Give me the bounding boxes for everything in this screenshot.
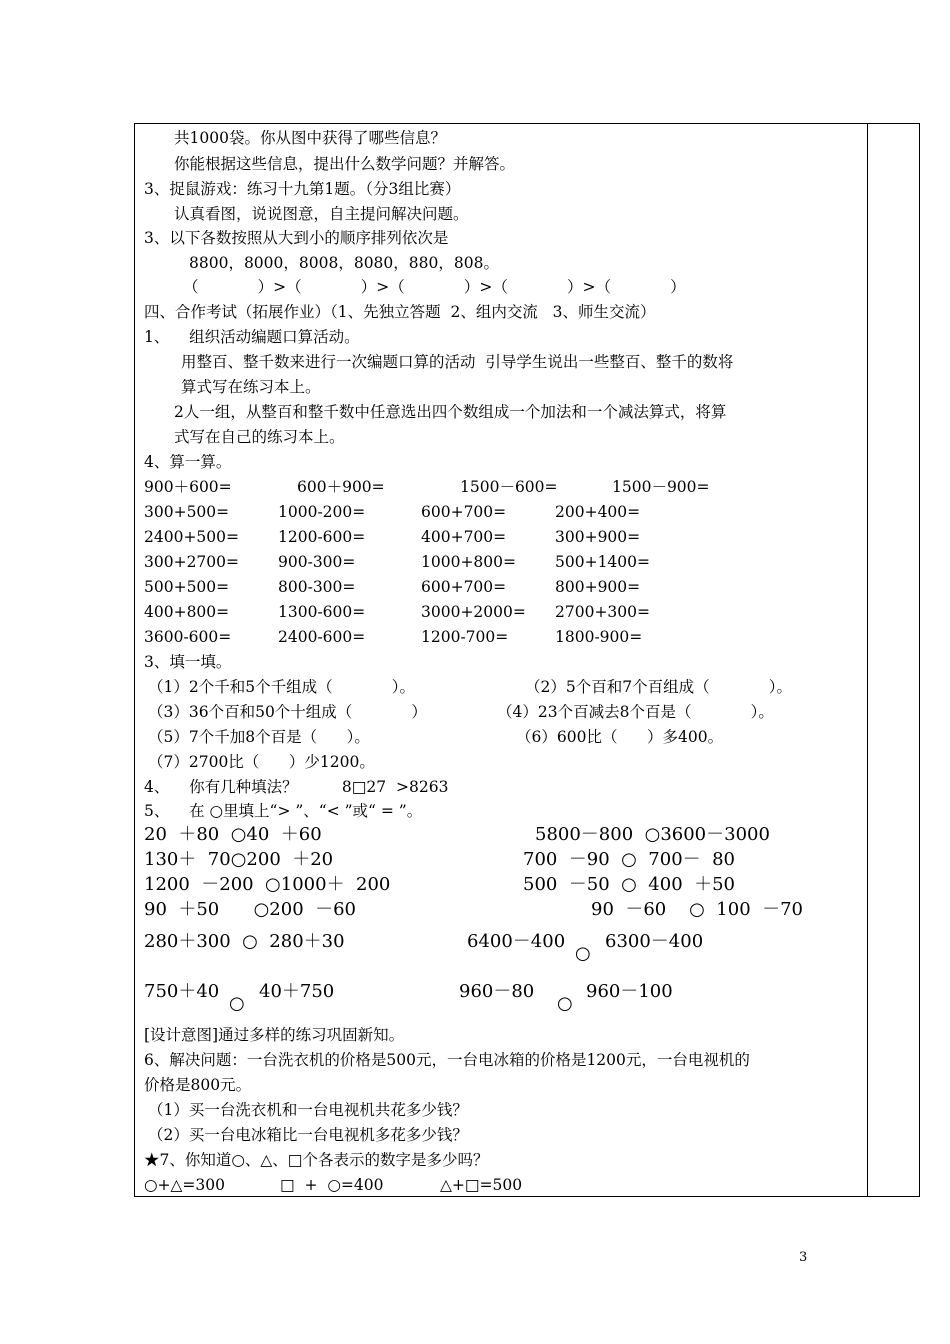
compare-item: 40＋750 xyxy=(259,981,335,1002)
compare-item: 90 －60 ○ 100 －70 xyxy=(591,899,803,920)
equation: □ + ○=400 xyxy=(280,1176,384,1194)
calc-cell: 500+1400= xyxy=(555,553,651,571)
section-heading: 4、算一算。 xyxy=(144,453,232,471)
calc-cell: 600+700= xyxy=(421,578,507,596)
question-6-part: （1）买一台洗衣机和一台电视机共花多少钱？ xyxy=(148,1101,468,1119)
text-line: 式写在自己的练习本上。 xyxy=(174,428,345,446)
calc-cell: 1200-700= xyxy=(421,628,509,646)
compare-item: 280＋300 ○ 280＋30 xyxy=(144,931,345,952)
calc-cell: 300+2700= xyxy=(144,553,240,571)
calc-cell: 1500－900= xyxy=(612,478,710,496)
text-line: 3、捉鼠游戏：练习十九第1题。（分3组比赛） xyxy=(144,180,461,198)
compare-item: 6400－400 xyxy=(467,931,566,952)
calc-cell: 1800-900= xyxy=(555,628,643,646)
calc-cell: 2700+300= xyxy=(555,603,651,621)
compare-circle: ○ xyxy=(229,993,245,1014)
calc-cell: 600＋900= xyxy=(297,478,385,496)
compare-item: 6300－400 xyxy=(605,931,704,952)
compare-item: 960－80 xyxy=(459,981,535,1002)
text-line: 1、 组织活动编题口算活动。 xyxy=(144,328,360,346)
calc-cell: 800-300= xyxy=(278,578,356,596)
calc-cell: 1500－600= xyxy=(460,478,558,496)
compare-item: 700 －90 ○ 700－ 80 xyxy=(523,849,736,870)
text-line: 3、以下各数按照从大到小的顺序排列依次是 xyxy=(144,229,449,247)
fill-question: （7）2700比（ ）少1200。 xyxy=(148,753,375,771)
calc-cell: 600+700= xyxy=(421,503,507,521)
equation: △+□=500 xyxy=(440,1176,523,1194)
compare-item: 90 ＋50 ○200 －60 xyxy=(144,899,356,920)
question-6-part: （2）买一台电冰箱比一台电视机多花多少钱？ xyxy=(148,1126,468,1144)
calc-cell: 1000+800= xyxy=(421,553,517,571)
compare-circle: ○ xyxy=(557,993,573,1014)
question-6: 6、解决问题：一台洗衣机的价格是500元，一台电冰箱的价格是1200元，一台电视机的 xyxy=(144,1051,750,1069)
fill-question: （2）5个百和7个百组成（ ）。 xyxy=(525,678,792,696)
question-5: 5、 在 ○里填上“> ”、“< ”或“ = ”。 xyxy=(144,802,423,820)
compare-item: 130＋ 70○200 ＋20 xyxy=(144,849,334,870)
calc-cell: 400+800= xyxy=(144,603,230,621)
text-line: 用整百、整千数来进行一次编题口算的活动 引导学生说出一些整百、整千的数将 xyxy=(181,353,734,371)
text-line: 2人一组，从整百和整千数中任意选出四个数组成一个加法和一个减法算式，将算 xyxy=(174,403,727,421)
calc-cell: 300+500= xyxy=(144,503,230,521)
text-line: 算式写在练习本上。 xyxy=(181,378,321,396)
compare-item: 5800－800 ○3600－3000 xyxy=(535,824,770,845)
calc-cell: 1200-600= xyxy=(278,528,366,546)
compare-item: 750＋40 xyxy=(144,981,220,1002)
calc-cell: 400+700= xyxy=(421,528,507,546)
compare-item: 500 －50 ○ 400 ＋50 xyxy=(523,874,736,895)
compare-circle: ○ xyxy=(575,943,591,964)
section-heading: 四、合作考试（拓展作业）（1、先独立答题 2、组内交流 3、师生交流） xyxy=(144,303,656,321)
fill-question: （6）600比（ ）多400。 xyxy=(516,728,724,746)
fill-question: （1）2个千和5个千组成（ ）。 xyxy=(148,678,415,696)
calc-cell: 1000-200= xyxy=(278,503,366,521)
design-intent: [设计意图]通过多样的练习巩固新知。 xyxy=(144,1026,405,1044)
text-line: 认真看图，说说图意，自主提问解决问题。 xyxy=(174,205,469,223)
text-line: 共1000袋。你从图中获得了哪些信息？ xyxy=(174,129,446,147)
calc-cell: 300+900= xyxy=(555,528,641,546)
calc-cell: 900＋600= xyxy=(144,478,232,496)
compare-item: 1200 －200 ○1000＋ 200 xyxy=(144,874,391,895)
calc-cell: 900-300= xyxy=(278,553,356,571)
text-line: 你能根据这些信息，提出什么数学问题？并解答。 xyxy=(174,155,516,173)
calc-cell: 3600-600= xyxy=(144,628,232,646)
question-4: 4、 你有几种填法？ 8□27 >8263 xyxy=(144,778,449,796)
page-number: 3 xyxy=(799,1250,808,1265)
fill-question: （5）7个千加8个百是（ ）。 xyxy=(148,728,370,746)
calc-cell: 1300-600= xyxy=(278,603,366,621)
compare-item: 960－100 xyxy=(586,981,673,1002)
fill-question: （4）23个百减去8个百是（ ）。 xyxy=(497,703,774,721)
calc-cell: 200+400= xyxy=(555,503,641,521)
ordering-blanks: （ ）>（ ）>（ ）>（ ）>（ ） xyxy=(183,278,686,296)
question-7: ★7、你知道○、△、□个各表示的数字是多少吗？ xyxy=(144,1151,489,1169)
table-column-divider xyxy=(867,123,868,1197)
section-heading: 3、填一填。 xyxy=(144,653,232,671)
calc-cell: 800+900= xyxy=(555,578,641,596)
fill-question: （3）36个百和50个十组成（ ） xyxy=(148,703,427,721)
question-6-cont: 价格是800元。 xyxy=(144,1076,252,1094)
compare-item: 20 ＋80 ○40 ＋60 xyxy=(144,824,322,845)
number-list: 8800，8000，8008，8080，880，808。 xyxy=(189,254,499,272)
calc-cell: 2400+500= xyxy=(144,528,240,546)
calc-cell: 3000+2000= xyxy=(421,603,526,621)
calc-cell: 2400-600= xyxy=(278,628,366,646)
calc-cell: 500+500= xyxy=(144,578,230,596)
equation: ○+△=300 xyxy=(144,1176,226,1194)
